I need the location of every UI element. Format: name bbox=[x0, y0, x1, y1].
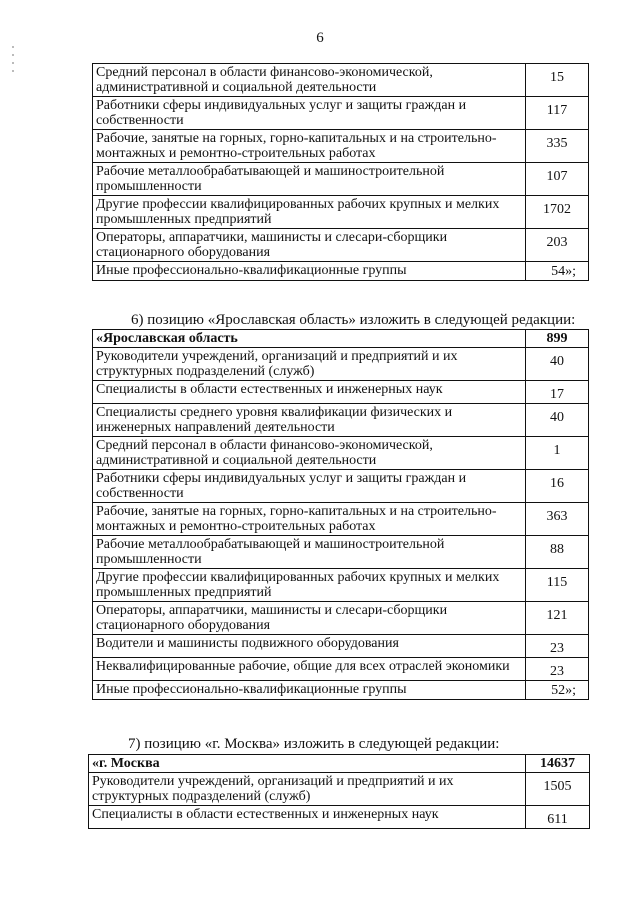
table-row bbox=[93, 437, 589, 470]
row-label: Руководители учреждений, организаций и предприятий и их структурных подразделений (служб) bbox=[89, 773, 526, 806]
row-label: Другие профессии квалифицированных рабочих крупных и мелких промышленных предприятий bbox=[93, 569, 526, 602]
row-label: Рабочие, занятые на горных, горно-капитальных и на строительно-монтажных и ремонтно-строительных работах bbox=[93, 130, 526, 163]
paragraph-6: 6) позицию «Ярославская область» изложить в следующей редакции: bbox=[131, 312, 576, 328]
table-row bbox=[93, 196, 589, 229]
row-value: 16 bbox=[526, 470, 589, 503]
table-continued bbox=[92, 63, 589, 281]
row-value: 54»; bbox=[526, 262, 589, 281]
table-row bbox=[93, 658, 589, 681]
row-value: 40 bbox=[526, 348, 589, 381]
table-row bbox=[93, 404, 589, 437]
table-row bbox=[93, 536, 589, 569]
row-value: 121 bbox=[526, 602, 589, 635]
row-value: 203 bbox=[526, 229, 589, 262]
row-value: 23 bbox=[526, 635, 589, 658]
row-label: Операторы, аппаратчики, машинисты и слесари-сборщики стационарного оборудования bbox=[93, 229, 526, 262]
row-label: Неквалифицированные рабочие, общие для всех отраслей экономики bbox=[93, 658, 526, 681]
row-label: Специалисты среднего уровня квалификации физических и инженерных направлений деятельности bbox=[93, 404, 526, 437]
region-total: 14637 bbox=[526, 755, 590, 773]
page-number: 6 bbox=[316, 30, 324, 46]
row-label: Водители и машинисты подвижного оборудования bbox=[93, 635, 526, 658]
row-value: 23 bbox=[526, 658, 589, 681]
table-row bbox=[93, 602, 589, 635]
row-label: Средний персонал в области финансово-экономической, административной и социальной деятельности bbox=[93, 64, 526, 97]
table-row bbox=[93, 348, 589, 381]
table-row bbox=[93, 97, 589, 130]
table-yaroslavl bbox=[92, 329, 589, 700]
table-row bbox=[93, 64, 589, 97]
table-row bbox=[93, 569, 589, 602]
table-header-row bbox=[93, 330, 589, 348]
row-label: Рабочие металлообрабатывающей и машиностроительной промышленности bbox=[93, 536, 526, 569]
row-label: Работники сферы индивидуальных услуг и защиты граждан и собственности bbox=[93, 470, 526, 503]
row-value: 363 bbox=[526, 503, 589, 536]
table-row bbox=[93, 229, 589, 262]
row-label: Рабочие металлообрабатывающей и машиностроительной промышленности bbox=[93, 163, 526, 196]
row-label: Средний персонал в области финансово-экономической, административной и социальной деятельности bbox=[93, 437, 526, 470]
paragraph-7: 7) позицию «г. Москва» изложить в следующей редакции: bbox=[128, 736, 500, 752]
region-total: 899 bbox=[526, 330, 589, 348]
region-name: «г. Москва bbox=[89, 755, 526, 773]
row-value: 107 bbox=[526, 163, 589, 196]
row-label: Специалисты в области естественных и инженерных наук bbox=[93, 381, 526, 404]
table-row bbox=[89, 806, 590, 829]
table-header-row bbox=[89, 755, 590, 773]
table-row bbox=[93, 503, 589, 536]
row-value: 1 bbox=[526, 437, 589, 470]
row-label: Операторы, аппаратчики, машинисты и слесари-сборщики стационарного оборудования bbox=[93, 602, 526, 635]
row-value: 335 bbox=[526, 130, 589, 163]
row-value: 117 bbox=[526, 97, 589, 130]
table-row bbox=[93, 681, 589, 700]
row-value: 1702 bbox=[526, 196, 589, 229]
row-label: Руководители учреждений, организаций и предприятий и их структурных подразделений (служб) bbox=[93, 348, 526, 381]
row-value: 15 bbox=[526, 64, 589, 97]
table-moscow bbox=[88, 754, 590, 829]
row-value: 40 bbox=[526, 404, 589, 437]
row-value: 17 bbox=[526, 381, 589, 404]
region-name: «Ярославская область bbox=[93, 330, 526, 348]
row-value: 1505 bbox=[526, 773, 590, 806]
row-label: Иные профессионально-квалификационные группы bbox=[93, 681, 526, 700]
table-row bbox=[93, 262, 589, 281]
row-label: Рабочие, занятые на горных, горно-капитальных и на строительно-монтажных и ремонтно-строительных работах bbox=[93, 503, 526, 536]
row-label: Работники сферы индивидуальных услуг и защиты граждан и собственности bbox=[93, 97, 526, 130]
table-row bbox=[93, 635, 589, 658]
table-row bbox=[93, 381, 589, 404]
table-row bbox=[93, 130, 589, 163]
row-value: 88 bbox=[526, 536, 589, 569]
row-value: 115 bbox=[526, 569, 589, 602]
table-row bbox=[93, 163, 589, 196]
row-label: Специалисты в области естественных и инженерных наук bbox=[89, 806, 526, 829]
row-label: Иные профессионально-квалификационные группы bbox=[93, 262, 526, 281]
row-value: 52»; bbox=[526, 681, 589, 700]
row-value: 611 bbox=[526, 806, 590, 829]
row-label: Другие профессии квалифицированных рабочих крупных и мелких промышленных предприятий bbox=[93, 196, 526, 229]
table-row bbox=[93, 470, 589, 503]
table-row bbox=[89, 773, 590, 806]
